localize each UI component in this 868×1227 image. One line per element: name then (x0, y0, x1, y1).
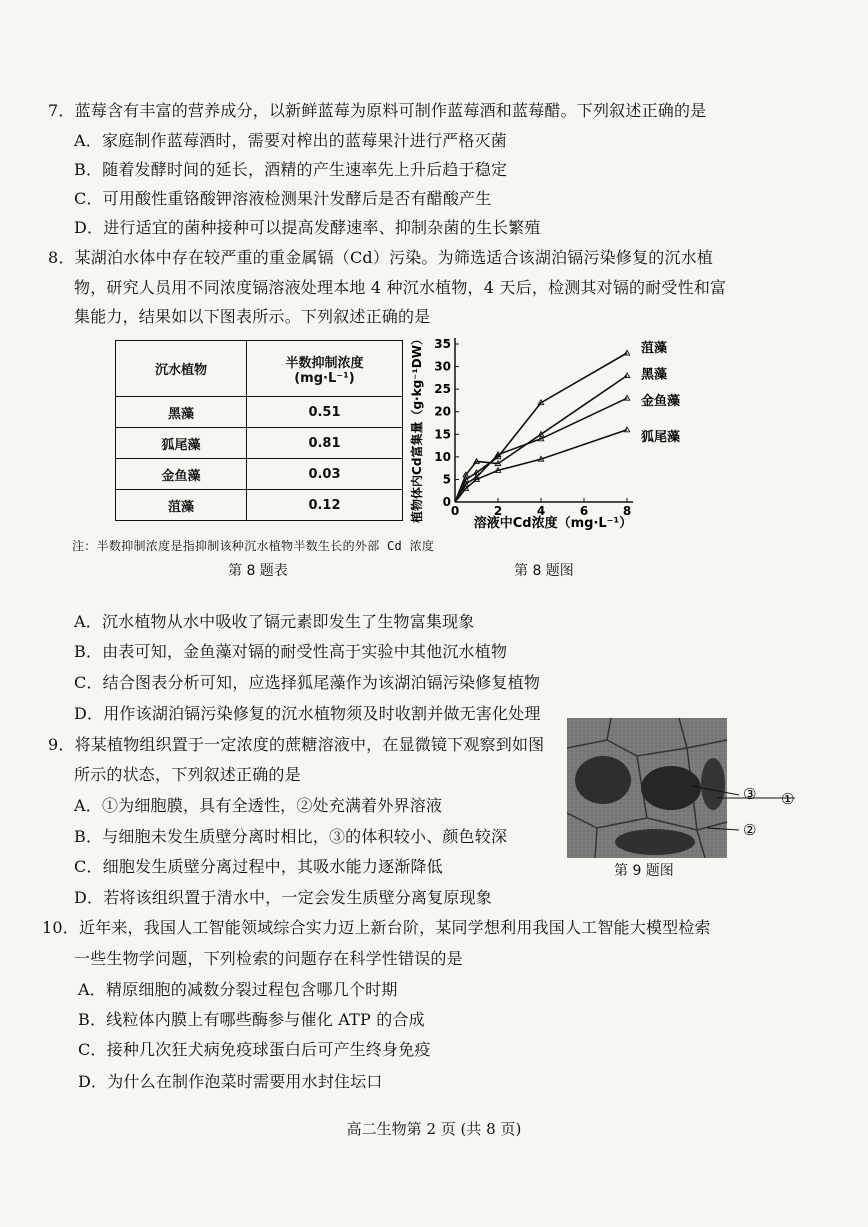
q10-option-b: B．线粒体内膜上有哪些酶参与催化 ATP 的合成 (78, 1010, 425, 1029)
table-cell-plant: 金鱼藻 (116, 459, 247, 490)
protoplast (615, 829, 695, 855)
chart-data-point (624, 373, 630, 378)
chart-data-point (624, 395, 630, 400)
q10-stem-line2: 一些生物学问题，下列检索的问题存在科学性错误的是 (74, 949, 463, 968)
protoplast (641, 766, 701, 810)
q8-table-note: 注：半数抑制浓度是指抑制该种沉水植物半数生长的外部 Cd 浓度 (72, 539, 435, 553)
q9-option-d: D．若将该组织置于清水中，一定会发生质壁分离复原现象 (74, 888, 493, 907)
q8-figure-caption: 第 8 题图 (514, 563, 574, 579)
table-row (116, 490, 403, 521)
chart-series-label: 狐尾藻 (641, 429, 681, 445)
q7-option-a: A．家庭制作蓝莓酒时，需要对榨出的蓝莓果汁进行严格灭菌 (74, 131, 507, 150)
chart-y-tick-label: 30 (434, 359, 451, 374)
q9-figure-caption: 第 9 题图 (614, 863, 674, 879)
q10-stem-line1: 10．近年来，我国人工智能领域综合实力迈上新台阶，某同学想利用我国人工智能大模型检索 (42, 918, 711, 937)
table-cell-value: 0.81 (247, 428, 403, 459)
chart-origin-label: 0 (442, 495, 451, 509)
page-footer: 高二生物第 2 页 (共 8 页) (346, 1120, 522, 1138)
label-1: ① (781, 790, 795, 808)
chart-y-tick-label: 20 (434, 404, 451, 419)
q8-stem-line2: 物，研究人员用不同浓度镉溶液处理本地 4 种沉水植物，4 天后，检测其对镉的耐受性和富 (74, 278, 727, 297)
table-header-ic50-unit: (mg·L⁻¹) (294, 370, 355, 386)
chart-data-point (624, 350, 630, 355)
q9-micrograph (567, 718, 807, 858)
chart-x-tick-label: 8 (622, 504, 632, 518)
q9-option-a: A．①为细胞膜，具有全透性，②处充满着外界溶液 (74, 796, 443, 815)
chart-y-tick-label: 25 (434, 382, 451, 397)
label-3: ③ (743, 785, 757, 803)
chart-y-axis-label: 植物体内Cd富集量（g·kg⁻¹DW） (410, 333, 424, 523)
table-header-ic50-title: 半数抑制浓度 (285, 355, 364, 371)
chart-y-tick-label: 35 (434, 337, 451, 351)
table-cell-plant: 菹藻 (116, 490, 247, 521)
q8-option-b: B．由表可知，金鱼藻对镉的耐受性高于实验中其他沉水植物 (74, 642, 508, 661)
table-row (116, 397, 403, 428)
chart-x-tick-label: 0 (450, 504, 460, 518)
chart-data-point (624, 427, 630, 432)
chart-series-label: 黑藻 (641, 367, 668, 383)
chart-series-label: 金鱼藻 (641, 394, 681, 410)
table-cell-plant: 狐尾藻 (116, 428, 247, 459)
q7-option-c: C．可用酸性重铬酸钾溶液检测果汁发酵后是否有醋酸产生 (74, 189, 492, 208)
chart-x-tick-label: 2 (493, 504, 503, 518)
chart-x-tick-label: 4 (536, 504, 546, 518)
chart-series-label: 菹藻 (641, 341, 668, 357)
table-row (116, 428, 403, 459)
chart-series-line (455, 353, 627, 502)
chart-x-axis-label: 溶液中Cd浓度（mg·L⁻¹） (473, 516, 633, 531)
q8-option-a: A．沉水植物从水中吸收了镉元素即发生了生物富集现象 (74, 612, 475, 631)
q10-option-a: A．精原细胞的减数分裂过程包含哪几个时期 (78, 980, 398, 999)
table-cell-value: 0.12 (247, 490, 403, 521)
chart-x-tick-label: 6 (579, 504, 589, 518)
q8-option-d: D．用作该湖泊镉污染修复的沉水植物须及时收割并做无害化处理 (74, 704, 541, 723)
protoplast (701, 758, 725, 810)
q9-option-b: B．与细胞未发生质壁分离时相比，③的体积较小、颜色较深 (74, 827, 508, 846)
q10-option-d: D．为什么在制作泡菜时需要用水封住坛口 (78, 1072, 383, 1091)
q8-stem-line3: 集能力，结果如以下图表所示。下列叙述正确的是 (74, 307, 431, 326)
q8-line-chart (405, 330, 705, 535)
q8-table-caption: 第 8 题表 (228, 563, 288, 579)
table-row (116, 459, 403, 490)
q8-table (115, 340, 403, 521)
q9-stem-line1: 9．将某植物组织置于一定浓度的蔗糖溶液中，在显微镜下观察到如图 (48, 735, 545, 754)
label-2: ② (743, 821, 757, 839)
table-cell-plant: 黑藻 (116, 397, 247, 428)
table-header-ic50 (247, 341, 403, 397)
table-header-plant: 沉水植物 (116, 341, 247, 397)
chart-y-tick-label: 15 (434, 427, 451, 442)
q9-option-c: C．细胞发生质壁分离过程中，其吸水能力逐渐降低 (74, 857, 443, 876)
q9-stem-line2: 所示的状态，下列叙述正确的是 (74, 765, 301, 784)
q7-option-b: B．随着发酵时间的延长，酒精的产生速率先上升后趋于稳定 (74, 160, 508, 179)
q7-stem: 7．蓝莓含有丰富的营养成分，以新鲜蓝莓为原料可制作蓝莓酒和蓝莓醋。下列叙述正确的是 (48, 101, 707, 120)
q7-option-d: D．进行适宜的菌种接种可以提高发酵速率、抑制杂菌的生长繁殖 (74, 218, 541, 237)
q8-option-c: C．结合图表分析可知，应选择狐尾藻作为该湖泊镉污染修复植物 (74, 673, 541, 692)
table-cell-value: 0.03 (247, 459, 403, 490)
protoplast (575, 756, 631, 804)
q10-option-c: C．接种几次狂犬病免疫球蛋白后可产生终身免疫 (78, 1040, 431, 1059)
table-cell-value: 0.51 (247, 397, 403, 428)
q8-stem-line1: 8．某湖泊水体中存在较严重的重金属镉（Cd）污染。为筛选适合该湖泊镉污染修复的沉水植 (48, 248, 714, 267)
chart-y-tick-label: 10 (434, 449, 451, 464)
chart-series-line (455, 398, 627, 502)
chart-y-tick-label: 5 (442, 472, 451, 487)
